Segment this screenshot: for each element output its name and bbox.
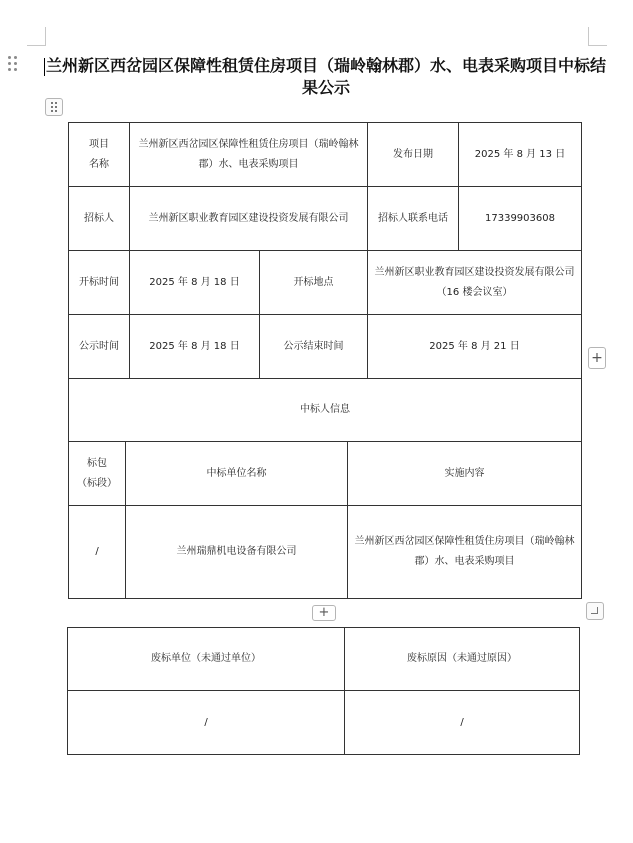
rejected-reason-value[interactable]: / xyxy=(345,691,580,755)
notice-end-value[interactable]: 2025 年 8 月 21 日 xyxy=(368,315,582,379)
table-row xyxy=(69,442,582,506)
tenderer-phone-value[interactable]: 17339903608 xyxy=(459,187,582,251)
page-corner-mark-top-right xyxy=(588,27,607,46)
bid-section-header[interactable]: 标包 （标段） xyxy=(69,442,126,506)
winner-info-heading[interactable]: 中标人信息 xyxy=(69,379,582,442)
table-row xyxy=(69,251,582,315)
opening-place-value[interactable]: 兰州新区职业教育园区建设投资发展有限公司（16 楼会议室） xyxy=(368,251,582,315)
text-cursor xyxy=(44,58,45,76)
table-row xyxy=(68,628,580,691)
table-row xyxy=(69,379,582,442)
project-info-table xyxy=(68,122,582,442)
table-row xyxy=(69,187,582,251)
add-row-button[interactable]: + xyxy=(312,605,336,621)
implementation-content-value[interactable]: 兰州新区西岔园区保障性租赁住房项目（瑞岭翰林郡）水、电表采购项目 xyxy=(348,506,582,599)
table-row xyxy=(69,123,582,187)
rejected-unit-value[interactable]: / xyxy=(68,691,345,755)
table-row xyxy=(68,691,580,755)
table-move-handle-icon[interactable] xyxy=(45,98,63,116)
page-corner-mark-top-left xyxy=(27,27,46,46)
winner-table xyxy=(68,441,582,599)
table-row xyxy=(69,315,582,379)
opening-place-label[interactable]: 开标地点 xyxy=(260,251,368,315)
document-title[interactable]: 兰州新区西岔园区保障性租赁住房项目（瑞岭翰林郡）水、电表采购项目中标结果公示 xyxy=(46,56,607,97)
add-column-button[interactable]: + xyxy=(588,347,606,369)
project-name-value[interactable]: 兰州新区西岔园区保障性租赁住房项目（瑞岭翰林郡）水、电表采购项目 xyxy=(130,123,368,187)
bid-section-value[interactable]: / xyxy=(69,506,126,599)
winning-company-value[interactable]: 兰州瑞鼎机电设备有限公司 xyxy=(126,506,348,599)
rejected-bids-table xyxy=(67,627,580,755)
rejected-reason-header[interactable]: 废标原因（未通过原因） xyxy=(345,628,580,691)
implementation-content-header[interactable]: 实施内容 xyxy=(348,442,582,506)
publish-date-label[interactable]: 发布日期 xyxy=(368,123,459,187)
tenderer-value[interactable]: 兰州新区职业教育园区建设投资发展有限公司 xyxy=(130,187,368,251)
notice-time-value[interactable]: 2025 年 8 月 18 日 xyxy=(130,315,260,379)
tenderer-phone-label[interactable]: 招标人联系电话 xyxy=(368,187,459,251)
table-resize-icon[interactable] xyxy=(586,602,604,620)
table-row xyxy=(69,506,582,599)
opening-time-label[interactable]: 开标时间 xyxy=(69,251,130,315)
rejected-unit-header[interactable]: 废标单位（未通过单位） xyxy=(68,628,345,691)
publish-date-value[interactable]: 2025 年 8 月 13 日 xyxy=(459,123,582,187)
notice-end-label[interactable]: 公示结束时间 xyxy=(260,315,368,379)
tenderer-label[interactable]: 招标人 xyxy=(69,187,130,251)
opening-time-value[interactable]: 2025 年 8 月 18 日 xyxy=(130,251,260,315)
notice-time-label[interactable]: 公示时间 xyxy=(69,315,130,379)
winning-company-header[interactable]: 中标单位名称 xyxy=(126,442,348,506)
project-name-label[interactable]: 项目 名称 xyxy=(69,123,130,187)
paragraph-drag-handle-icon[interactable] xyxy=(8,56,20,72)
